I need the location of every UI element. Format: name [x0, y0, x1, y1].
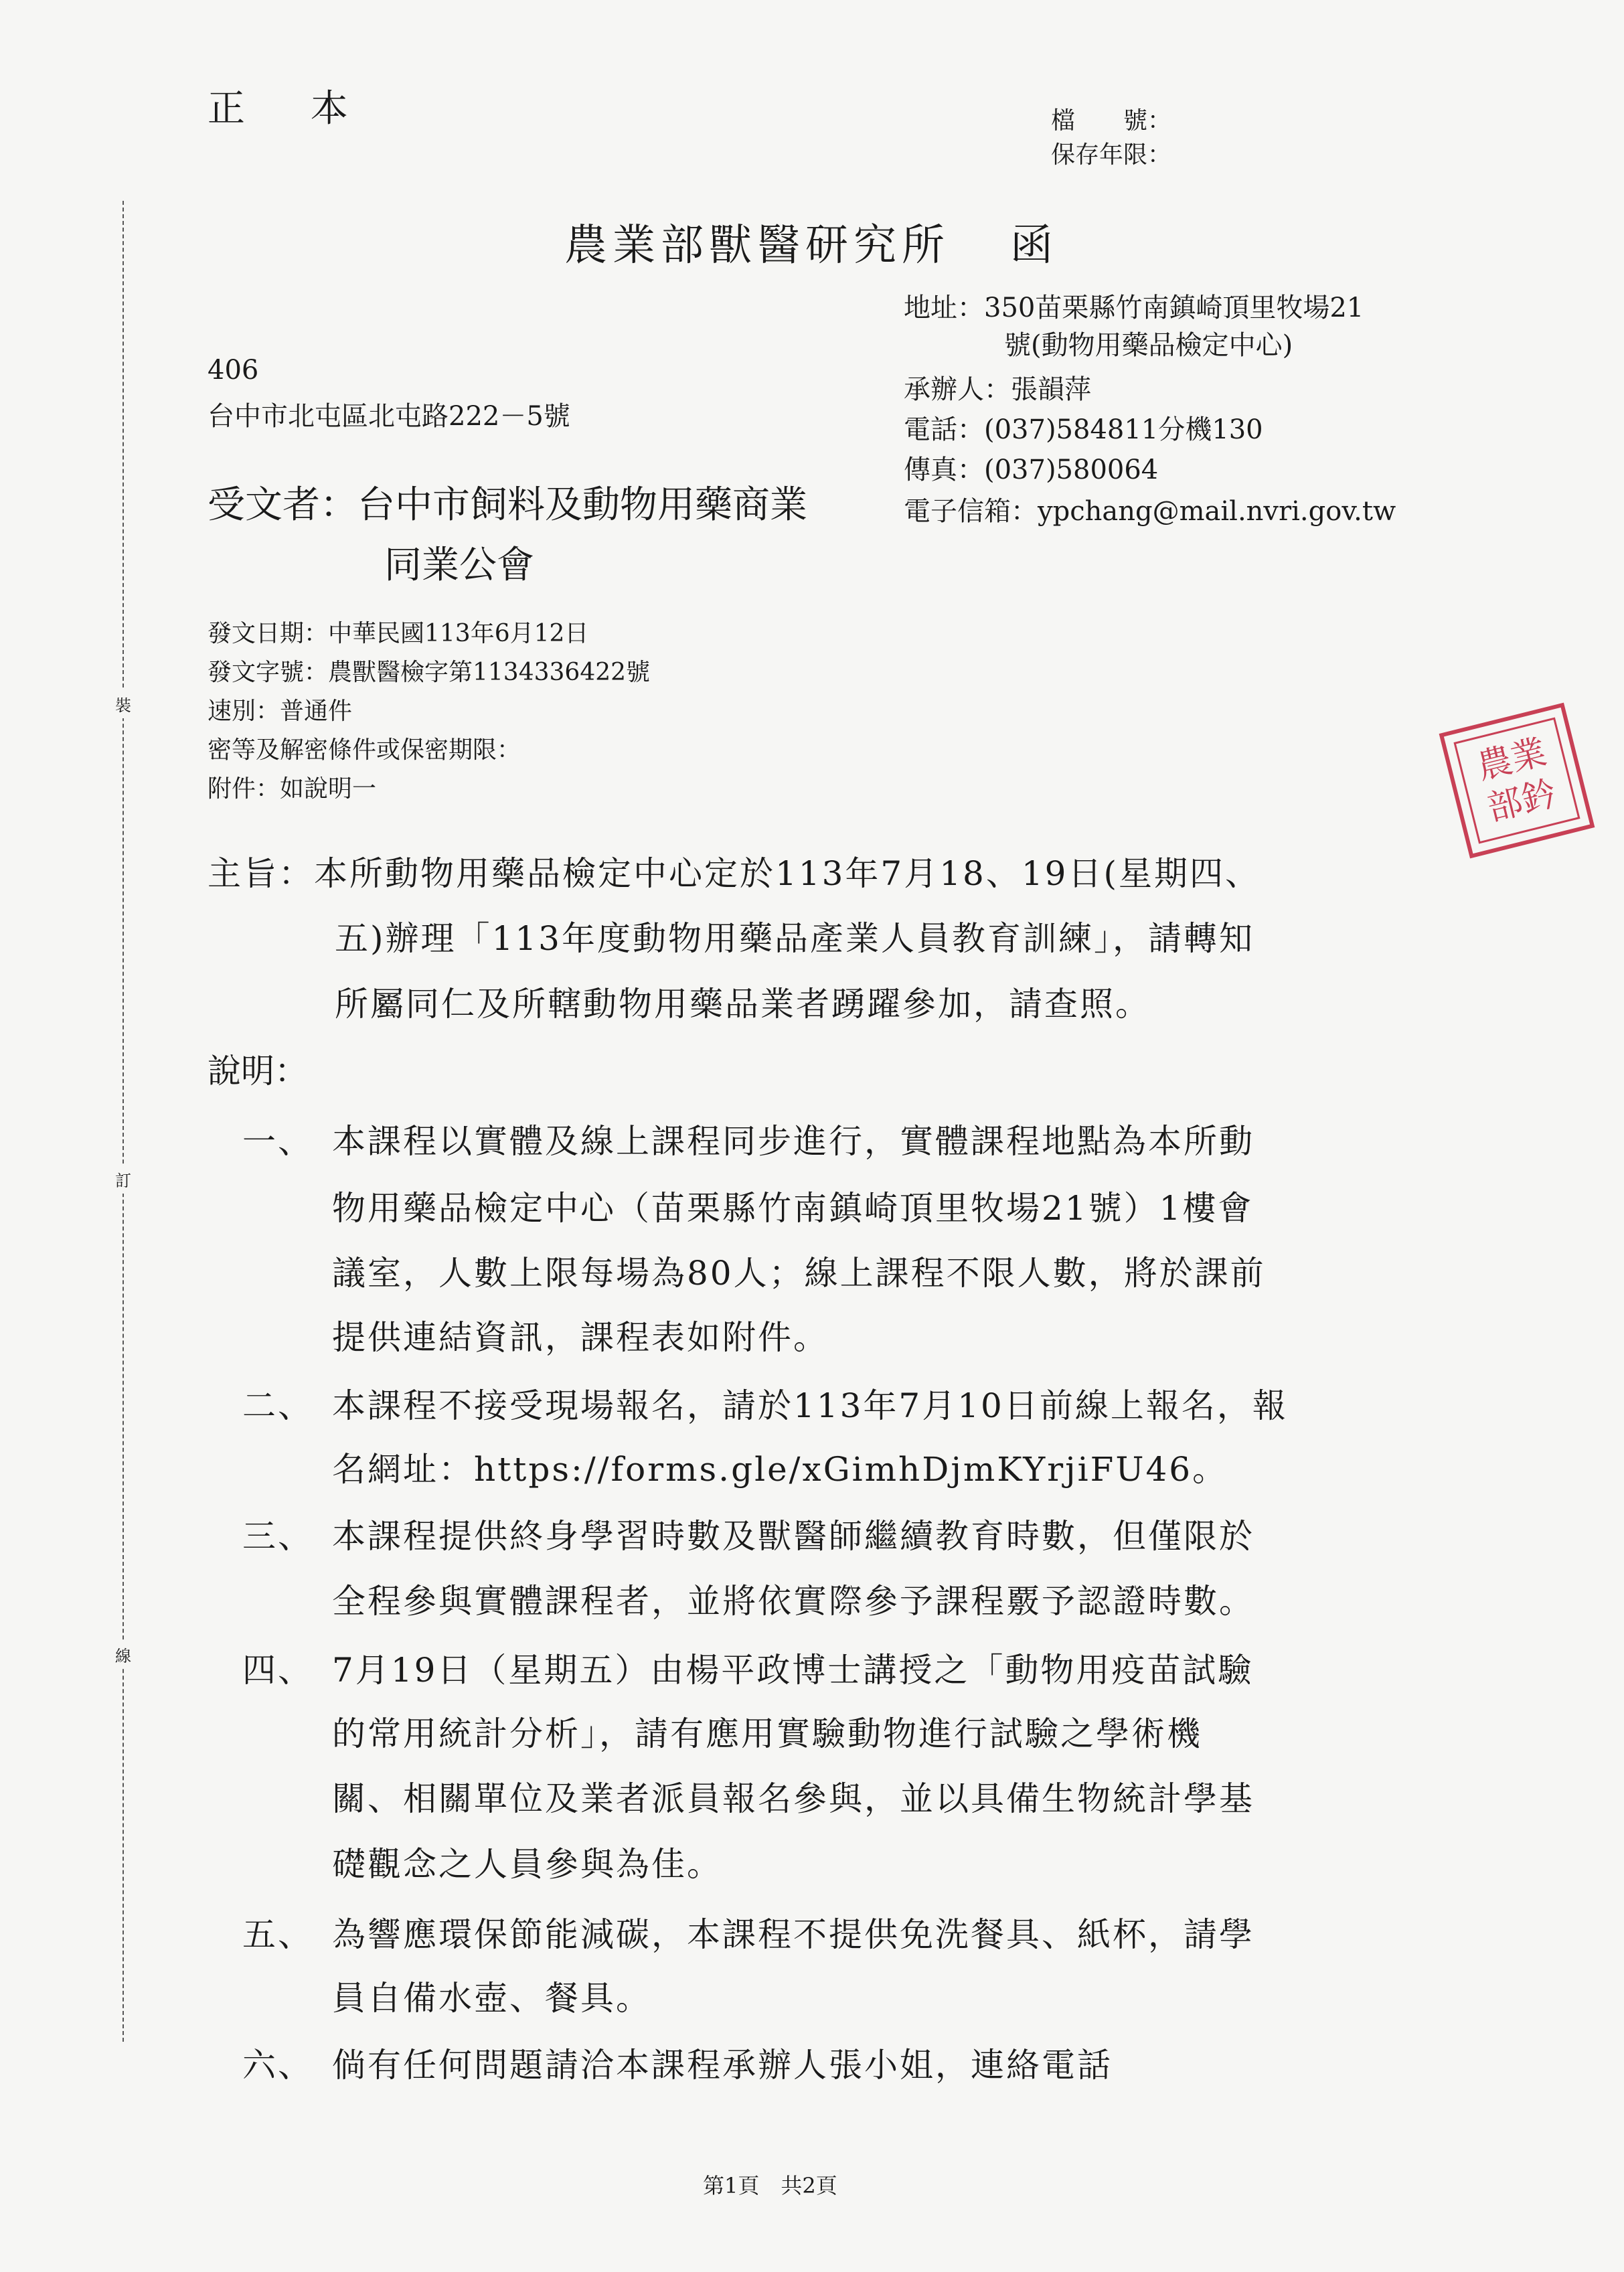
- item-line: 提供連結資訊，課程表如附件。: [332, 1318, 829, 1357]
- explanation-heading: 說明：: [208, 1052, 308, 1090]
- item-line: 礎觀念之人員參與為佳。: [332, 1845, 722, 1884]
- item-marker: 三、: [242, 1517, 313, 1556]
- email: 電子信箱：ypchang@mail.nvri.gov.tw: [904, 496, 1396, 527]
- page-footer: [703, 2169, 837, 2200]
- agency-name: 農業部獸醫研究所: [564, 221, 950, 270]
- item-line: 議室，人數上限每場為80人；線上課程不限人數，將於課前: [332, 1254, 1266, 1293]
- item-line: 物用藥品檢定中心（苗栗縣竹南鎮崎頂里牧場21號）1樓會: [332, 1189, 1254, 1228]
- binding-label-bind: 裝: [115, 689, 131, 718]
- secrecy-level: 密等及解密條件或保密期限：: [208, 736, 521, 764]
- retention-period: 保存年限：: [1051, 141, 1172, 169]
- item-line: 為響應環保節能減碳，本課程不提供免洗餐具、紙杯，請學: [332, 1915, 1254, 1954]
- item-line: 7月19日（星期五）由楊平政博士講授之「動物用疫苗試驗: [332, 1651, 1254, 1690]
- subject-line1: 主旨：本所動物用藥品檢定中心定於113年7月18、19日(星期四、: [208, 854, 1261, 893]
- item-line: 本課程以實體及線上課程同步進行，實體課程地點為本所動: [332, 1122, 1254, 1161]
- item-line: 全程參與實體課程者，並將依實際參予課程覈予認證時數。: [332, 1582, 1254, 1621]
- item-marker: 二、: [242, 1386, 313, 1425]
- page-number: 第1頁: [703, 2173, 760, 2198]
- binding-line: [123, 201, 124, 2042]
- item-line: 本課程提供終身學習時數及獸醫師繼續教育時數，但僅限於: [332, 1517, 1254, 1556]
- item-line: 關、相關單位及業者派員報名參與，並以具備生物統計學基: [332, 1779, 1254, 1818]
- official-seal-stamp: [1439, 703, 1595, 859]
- sender-address-line1: 地址：350苗栗縣竹南鎮崎頂里牧場21: [904, 293, 1364, 323]
- subject-line3: 所屬同仁及所轄動物用藥品業者踴躍參加，請查照。: [335, 985, 1151, 1024]
- postal-code: 406: [208, 355, 259, 386]
- item-line: 倘有任何問題請洽本課程承辦人張小姐，連絡電話: [332, 2046, 1113, 2085]
- page-total: 共2頁: [781, 2173, 837, 2198]
- copy-mark: 正 本: [208, 87, 375, 131]
- item-line-url: 名網址：https://forms.gle/xGimhDjmKYrjiFU46。: [332, 1450, 1228, 1489]
- file-number: 檔 號：: [1051, 107, 1172, 135]
- binding-label-stitch: 訂: [115, 1165, 131, 1194]
- item-marker: 一、: [242, 1122, 313, 1161]
- item-line: 的常用統計分析」，請有應用實驗動物進行試驗之學術機: [332, 1714, 1202, 1753]
- item-marker: 五、: [242, 1915, 313, 1954]
- item-line: 本課程不接受現場報名，請於113年7月10日前線上報名，報: [332, 1386, 1288, 1425]
- sender-address-line2: 號(動物用藥品檢定中心): [1004, 330, 1293, 361]
- subject-line2: 五)辦理「113年度動物用藥品產業人員教育訓練」，請轉知: [335, 919, 1254, 958]
- attachment: 附件：如說明一: [208, 775, 377, 803]
- fax: 傳真：(037)580064: [904, 455, 1159, 485]
- recipient-line1: 受文者：台中市飼料及動物用藥商業: [208, 483, 807, 527]
- item-marker: 四、: [242, 1651, 313, 1690]
- recipient: [208, 475, 807, 596]
- handler: 承辦人：張韻萍: [904, 374, 1091, 405]
- issue-date: 發文日期：中華民國113年6月12日: [208, 620, 589, 647]
- document-type: 函: [1010, 221, 1058, 270]
- stamp-text: 農業部鈐: [1453, 717, 1580, 843]
- item-marker: 六、: [242, 2046, 313, 2085]
- document-title: [564, 211, 1058, 272]
- phone: 電話：(037)584811分機130: [904, 414, 1263, 445]
- recipient-address: 台中市北屯區北屯路222－5號: [208, 401, 570, 432]
- binding-label-line: 線: [115, 1640, 131, 1669]
- recipient-line2: 同業公會: [384, 544, 534, 587]
- item-line: 員自備水壺、餐具。: [332, 1979, 651, 2018]
- speed-category: 速別：普通件: [208, 698, 353, 725]
- document-number: 發文字號：農獸醫檢字第1134336422號: [208, 659, 651, 686]
